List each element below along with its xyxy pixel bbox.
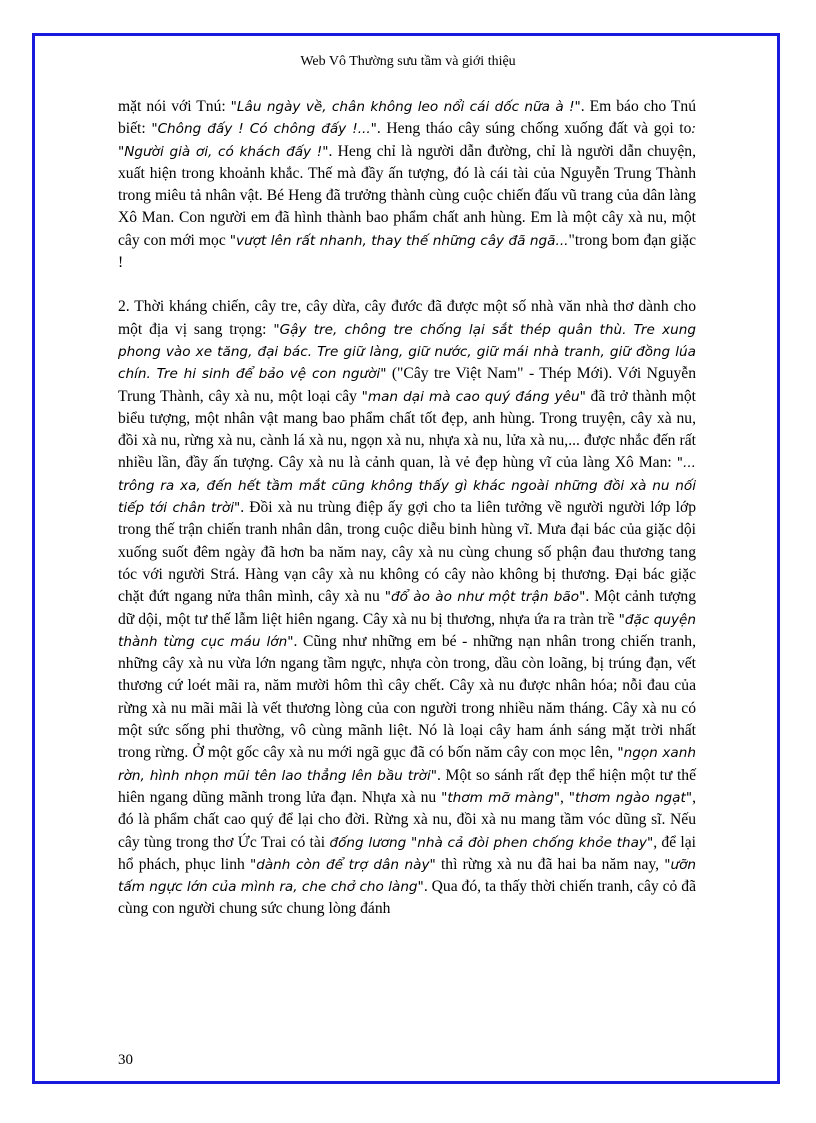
quoted-text: "thơm mỡ màng" xyxy=(441,789,560,806)
text-segment: . Đồi xà nu trùng điệp ấy gợi cho ta liên tưởng về người người lớp lớp trong thế trận chiến tranh nhân dân, trong cuộc diễu binh hùng vĩ. Mưa đại bác của giặc dội xuống suốt đêm ngày đã hơn ba năm nay, cây xà nu cùng chung số phận đau thương tang tóc với người Strá. Hàng vạn cây xà nu không có cây nào không bị thương. Đại bác giặc chặt đứt ngang nửa thân mình, cây xà nu xyxy=(118,499,696,606)
text-segment: mặt nói với Tnú: xyxy=(118,98,231,115)
quoted-text: "dành còn để trợ dân này" xyxy=(249,856,436,873)
quoted-text: "man dại mà cao quý đáng yêu" xyxy=(361,388,586,405)
quoted-text: "... trông ra xa, đến hết tầm mắt cũng không thấy gì khác ngoài những đồi xà nu nối tiếp tới chân trời" xyxy=(118,455,696,517)
text-segment: . Một cảnh tượng dữ dội, một tư thế lẫm liệt hiên ngang. Cây xà nu bị thương, nhựa ứa ra tràn trề xyxy=(118,588,696,628)
text-segment: , để lại hổ phách, phục linh xyxy=(118,833,697,873)
quoted-text: "thơm ngào ngạt" xyxy=(568,789,693,806)
text-segment: , xyxy=(560,788,569,806)
quoted-text: "đặc quyện thành từng cục máu lớn" xyxy=(118,611,697,650)
page-number: 30 xyxy=(118,1052,133,1068)
page-body xyxy=(118,96,696,921)
text-segment: ("Cây tre Việt Nam" - Thép Mới). Với Nguyễn Trung Thành, cây xà nu, một loại cây xyxy=(118,365,696,405)
text-segment: . Em báo cho Tnú biết: xyxy=(118,98,696,138)
quoted-text: "Gậy tre, chông tre chống lại sắt thép quân thù. Tre xung phong vào xe tăng, đại bác. Tre giữ làng, giữ nước, giữ mái nhà tranh, giữ đồng lúa chín. Tre hi sinh để bảo vệ con người" xyxy=(118,321,696,383)
paragraph-1 xyxy=(118,96,696,274)
text-segment: , đó là phẩm chất cao quý để lại cho đời. Rừng xà nu, đồi xà nu mang tầm vóc dũng sĩ. Nếu cây tùng trong thơ Ức Trai có tài xyxy=(118,788,697,851)
quoted-text: "đổ ào ào như một trận bão" xyxy=(384,589,586,606)
quoted-text: "Chông đấy ! Có chông đấy !..." xyxy=(151,121,377,138)
quoted-text: "vượt lên rất nhanh, thay thế những cây đã ngã... xyxy=(229,232,569,249)
text-segment: . Heng tháo cây súng chống xuống đất và gọi to xyxy=(376,120,692,138)
page-header: Web Vô Thường sưu tầm và giới thiệu xyxy=(300,54,516,69)
text-segment: . Qua đó, ta thấy thời chiến tranh, cây cỏ đã cùng con người chung sức chung lòng đánh xyxy=(118,878,696,918)
text-segment: . Một so sánh rất đẹp thể hiện một tư thế hiên ngang dũng mãnh trong lửa đạn. Nhựa xà nu xyxy=(118,766,696,806)
text-segment: . Heng chỉ là người dẫn đường, chỉ là người dẫn chuyện, xuất hiện trong khoảnh khắc. Thế mà đầy ấn tượng, đó là cái tài của Nguyễn Trung Thành trong miêu tả nhân vật. Bé Heng đã trưởng thành cùng cuộc chiến đấu vũ trang của dân làng Xô Man. Con người em đã hình thành bao phẩm chất anh hùng. Em là một cây xà nu, một cây con mới mọc xyxy=(118,142,696,249)
text-segment: đã trở thành một biểu tượng, một nhân vật mang bao phẩm chất tốt đẹp, anh hùng. Trong truyện, cây xà nu, đồi xà nu, rừng xà nu, cành lá xà nu, ngọn xà nu, nhựa xà nu, lửa xà nu,... được nhắc đến rất nhiều lần, đầy ấn tượng. Cây xà nu là cảnh quan, là vẻ đẹp hùng vĩ của làng Xô Man: xyxy=(118,387,696,472)
text-segment: 2. Thời kháng chiến, cây tre, cây dừa, cây đước đã được một số nhà văn nhà thơ dành cho một địa vị sang trọng: xyxy=(118,298,696,338)
quoted-text: đống lương "nhà cả đòi phen chống khỏe thay" xyxy=(329,834,654,851)
text-segment: thì rừng xà nu đã hai ba năm nay, xyxy=(435,855,665,873)
text-segment: "trong bom đạn giặc ! xyxy=(118,231,697,272)
text-segment: . Cũng như những em bé - những nạn nhân trong chiến tranh, những cây xà nu vừa lớn ngang tầm ngực, nhựa còn trong, dầu còn loãng, bị trúng đạn, vết thương cứ loét mãi ra, năm mười hôm thì cây chết. Cây xà nu được nhân hóa; nỗi đau của rừng xà nu mãi mãi là vết thương lòng của con người trong nhiều năm tháng. Cây xà nu có một sức sống phi thường, vô cùng mãnh liệt. Nó là loại cây ham ánh sáng mặt trời nhất trong rừng. Ở một gốc cây xà nu mới ngã gục đã có bốn năm cây con mọc lên, xyxy=(118,632,696,762)
quoted-text: "ưỡn tấm ngực lớn của mình ra, che chở cho làng" xyxy=(118,856,697,896)
quoted-text: "ngọn xanh rờn, hình nhọn mũi tên lao thẳng lên bầu trời" xyxy=(118,745,696,784)
paragraph-2 xyxy=(118,296,696,920)
quoted-text: "Lâu ngày về, chân không leo nổi cái dốc nữa à !" xyxy=(230,99,581,115)
quoted-text: : "Người già ơi, có khách đấy !" xyxy=(118,121,696,160)
